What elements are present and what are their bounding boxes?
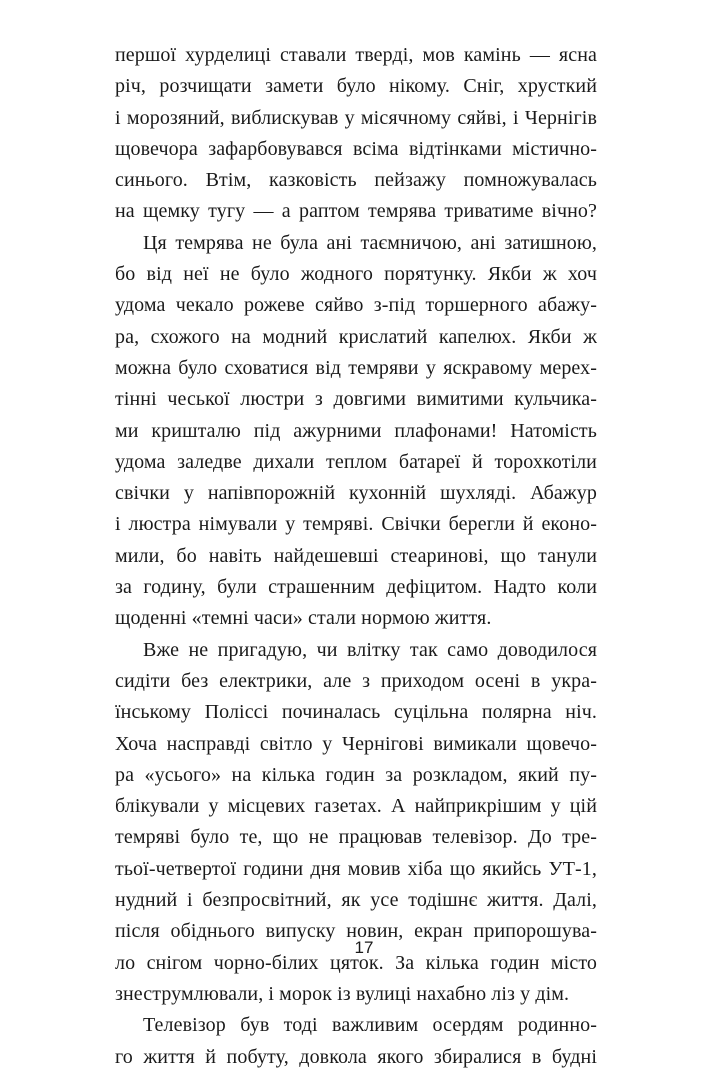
text-line: можна було сховатися від темряви у яскравому мерех- (115, 356, 597, 379)
text-line: мили, бо навіть найдешевші стеаринові, що танули (115, 544, 597, 567)
text-line: і люстра німували у темряві. Свічки берегли й еконо- (115, 513, 597, 536)
text-line: і морозяний, виблискував у місячному сяйві, і Чернігів (115, 106, 597, 129)
text-line: нудний і безпросвітний, як усе тодішнє життя. Далі, (115, 889, 597, 912)
body-text (115, 40, 597, 1073)
text-line: темряві було те, що не працював телевізор. До тре- (115, 826, 597, 849)
text-line: ло снігом чорно-білих цяток. За кілька годин місто (115, 951, 597, 974)
text-line: го життя й побуту, довкола якого збиралися в будні (115, 1045, 597, 1068)
text-line: Ця темрява не була ані таємничою, ані затишною, (143, 231, 597, 254)
text-line: на щемку тугу — а раптом темрява триватиме вічно? (115, 200, 597, 223)
text-line: щовечора зафарбовувався всіма відтінками містично- (115, 137, 597, 160)
text-line: бо від неї не було жодного порятунку. Якби ж хоч (115, 263, 597, 286)
text-line: тьої-четвертої години дня мовив хіба що якийсь УТ-1, (115, 857, 597, 880)
text-line: щоденні «темні часи» стали нормою життя. (115, 607, 492, 630)
text-line: ра, схожого на модний крислатий капелюх. Якби ж (115, 325, 597, 348)
text-line: ми кришталю під ажурними плафонами! Натомість (115, 419, 597, 442)
text-line: синього. Втім, казковість пейзажу помножувалась (115, 169, 597, 192)
text-line: сидіти без електрики, але з приходом осені в укра- (115, 669, 597, 692)
text-line: після обіднього випуску новин, екран припорошува- (115, 920, 597, 943)
text-line: удома чекало рожеве сяйво з-під торшерного абажу- (115, 294, 597, 317)
text-line: за годину, були страшенним дефіцитом. Надто коли (115, 576, 597, 599)
text-line: їнському Поліссі починалась суцільна полярна ніч. (115, 701, 597, 724)
text-line: Телевізор був тоді важливим осердям родинно- (143, 1014, 597, 1037)
text-line: тінні чеської люстри з довгими вимитими кульчика- (115, 388, 597, 411)
text-line: Вже не пригадую, чи влітку так само доводилося (143, 638, 597, 661)
page-number: 17 (354, 938, 374, 957)
text-line: річ, розчищати замети було нікому. Сніг, хрусткий (115, 75, 597, 98)
text-line: свічки у напівпорожній кухонній шухляді. Абажур (115, 482, 597, 505)
text-line: блікували у місцевих газетах. А найприкрішим у цій (115, 795, 597, 818)
text-line: знеструмлювали, і морок із вулиці нахабно ліз у дім. (115, 982, 570, 1005)
text-line: ра «усього» на кілька годин за розкладом, який пу- (115, 763, 597, 786)
text-line: Хоча насправді світло у Чернігові вимикали щовечо- (115, 732, 597, 755)
text-line: удома заледве дихали теплом батареї й торохкотіли (115, 450, 597, 473)
text-line: першої хурделиці ставали тверді, мов камінь — ясна (115, 44, 597, 66)
